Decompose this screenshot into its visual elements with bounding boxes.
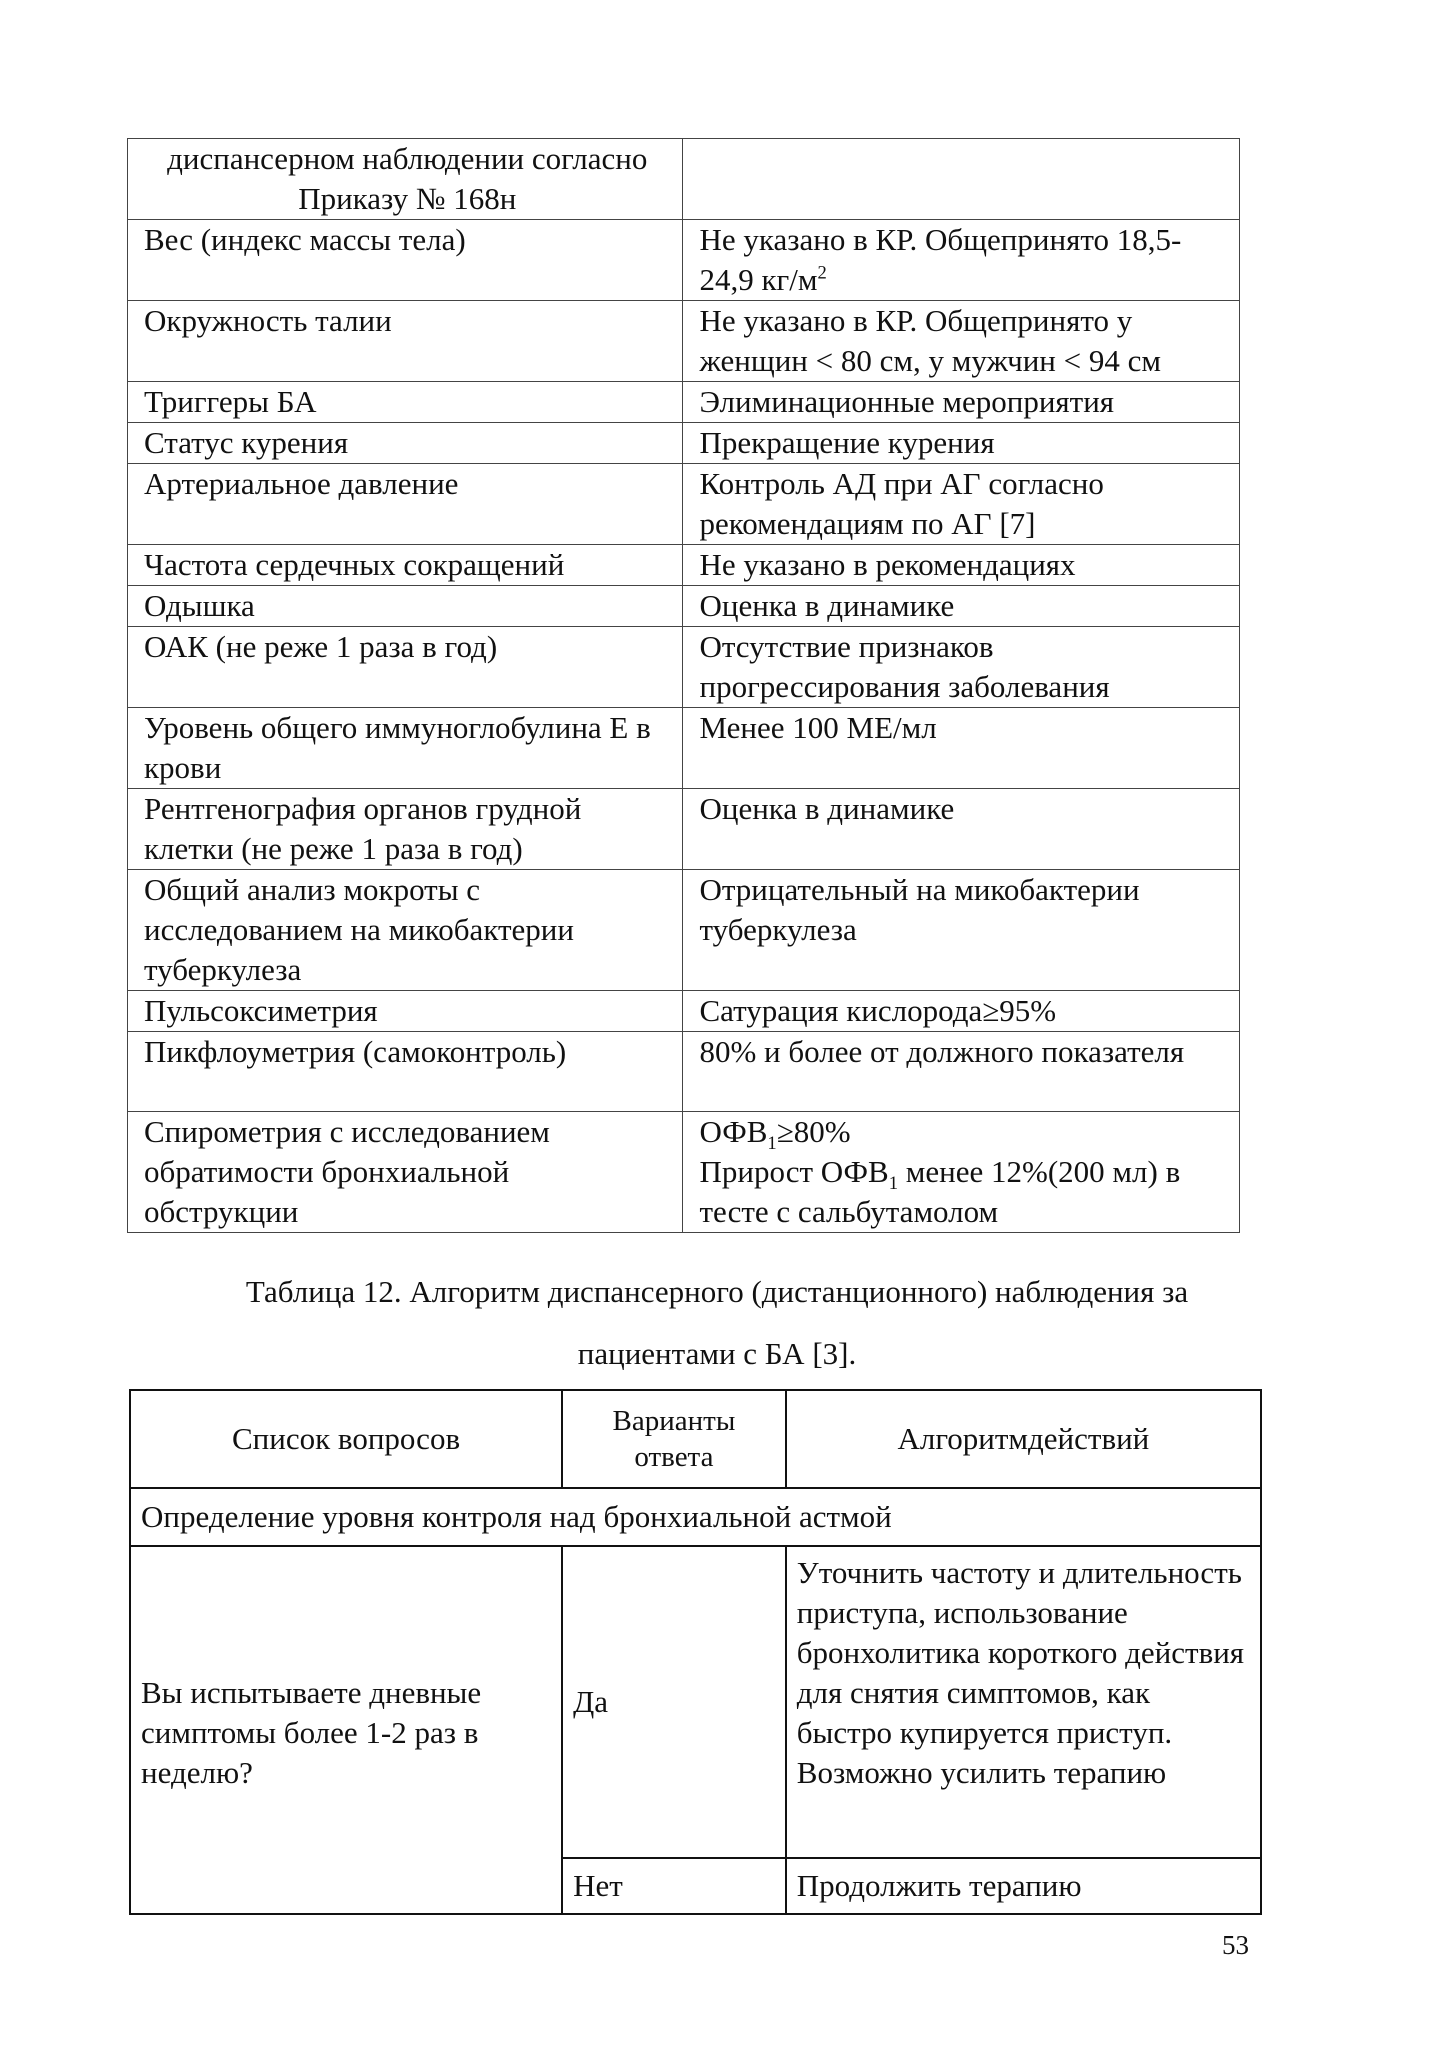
table-cell-param: Спирометрия с исследованием обратимости бронхиальной обструкции <box>128 1112 683 1233</box>
table-cell-param: Рентгенография органов грудной клетки (не реже 1 раза в год) <box>128 789 683 870</box>
table-row <box>128 423 1240 464</box>
table-cell-target: Не указано в рекомендациях <box>683 545 1240 586</box>
table-cell-target: Контроль АД при АГ согласно рекомендациям по АГ [7] <box>683 464 1240 545</box>
table-row <box>128 708 1240 789</box>
subscript: 1 <box>767 1133 777 1155</box>
header-actions: Алгоритмдействий <box>786 1390 1261 1488</box>
table-section-row <box>130 1488 1261 1546</box>
table-cell-target: Сатурация кислорода≥95% <box>683 991 1240 1032</box>
table-row <box>128 1112 1240 1233</box>
table-cell-target: Оценка в динамике <box>683 586 1240 627</box>
table-row <box>128 991 1240 1032</box>
table-cell-target <box>683 220 1240 301</box>
table-cell-target <box>683 1112 1240 1233</box>
answer-cell: Да <box>562 1546 786 1858</box>
table-row <box>128 870 1240 991</box>
action-cell: Продолжить терапию <box>786 1858 1261 1914</box>
table-cell-param: Триггеры БА <box>128 382 683 423</box>
table-row <box>128 789 1240 870</box>
table-row <box>128 139 1240 220</box>
header-questions: Список вопросов <box>130 1390 562 1488</box>
table-row <box>128 627 1240 708</box>
target-line <box>699 1152 1227 1232</box>
table-cell-target <box>683 139 1240 220</box>
table-cell-param: Частота сердечных сокращений <box>128 545 683 586</box>
table-row <box>128 464 1240 545</box>
table-row <box>128 586 1240 627</box>
superscript: 2 <box>817 262 827 284</box>
table-header-row <box>130 1390 1261 1488</box>
table-cell-target: Оценка в динамике <box>683 789 1240 870</box>
table-cell-param: Одышка <box>128 586 683 627</box>
table-cell-param: диспансерном наблюдении согласно Приказу № 168н <box>128 139 683 220</box>
table-cell-param: Артериальное давление <box>128 464 683 545</box>
answer-cell: Нет <box>562 1858 786 1914</box>
algorithm-table <box>129 1389 1262 1915</box>
target-text: менее 12%(200 мл) в тесте с сальбутамолом <box>699 1154 1181 1229</box>
table-row <box>128 382 1240 423</box>
table-cell-param: Пульсоксиметрия <box>128 991 683 1032</box>
table-cell-target: Отрицательный на микобактерии туберкулеза <box>683 870 1240 991</box>
table-cell-target: Прекращение курения <box>683 423 1240 464</box>
subscript: 1 <box>888 1173 899 1195</box>
question-cell: Вы испытываете дневные симптомы более 1-2 раз в неделю? <box>130 1546 562 1914</box>
target-text: Прирост ОФВ <box>699 1154 889 1189</box>
target-text: ≥80% <box>776 1114 851 1149</box>
header-answers: Варианты ответа <box>562 1390 786 1488</box>
table-row <box>128 1032 1240 1112</box>
table-cell-target: Элиминационные мероприятия <box>683 382 1240 423</box>
table-row <box>128 545 1240 586</box>
table-cell-param: Уровень общего иммуноглобулина Е в крови <box>128 708 683 789</box>
table-cell-param: ОАК (не реже 1 раза в год) <box>128 627 683 708</box>
table-cell-param: Окружность талии <box>128 301 683 382</box>
section-title: Определение уровня контроля над бронхиальной астмой <box>130 1488 1261 1546</box>
table-cell-param: Общий анализ мокроты с исследованием на микобактерии туберкулеза <box>128 870 683 991</box>
table-row <box>130 1546 1261 1858</box>
table-cell-target: Менее 100 МЕ/мл <box>683 708 1240 789</box>
table-cell-target: Отсутствие признаков прогрессирования заболевания <box>683 627 1240 708</box>
table-caption-continued: пациентами с БА [3]. <box>577 1336 857 1371</box>
table-cell-param: Статус курения <box>128 423 683 464</box>
target-line <box>699 1112 1227 1155</box>
action-cell: Уточнить частоту и длительность приступа, использование бронхолитика короткого действия для снятия симптомов, как быстро купируется приступ. Возможно усилить терапию <box>786 1546 1261 1858</box>
table-caption: Таблица 12. Алгоритм диспансерного (дистанционного) наблюдения за <box>245 1274 1189 1309</box>
target-values-table <box>127 138 1240 1233</box>
table-cell-param: Вес (индекс массы тела) <box>128 220 683 301</box>
table-row <box>128 220 1240 301</box>
table-cell-target: Не указано в КР. Общепринято у женщин < 80 см, у мужчин < 94 см <box>683 301 1240 382</box>
table-row <box>128 301 1240 382</box>
target-text: Не указано в КР. Общепринято 18,5-24,9 кг/м <box>699 222 1182 297</box>
table-cell-target: 80% и более от должного показателя <box>683 1032 1240 1112</box>
table-cell-param: Пикфлоуметрия (самоконтроль) <box>128 1032 683 1112</box>
page-number: 53 <box>1222 1930 1249 1960</box>
target-text: ОФВ <box>699 1114 768 1149</box>
